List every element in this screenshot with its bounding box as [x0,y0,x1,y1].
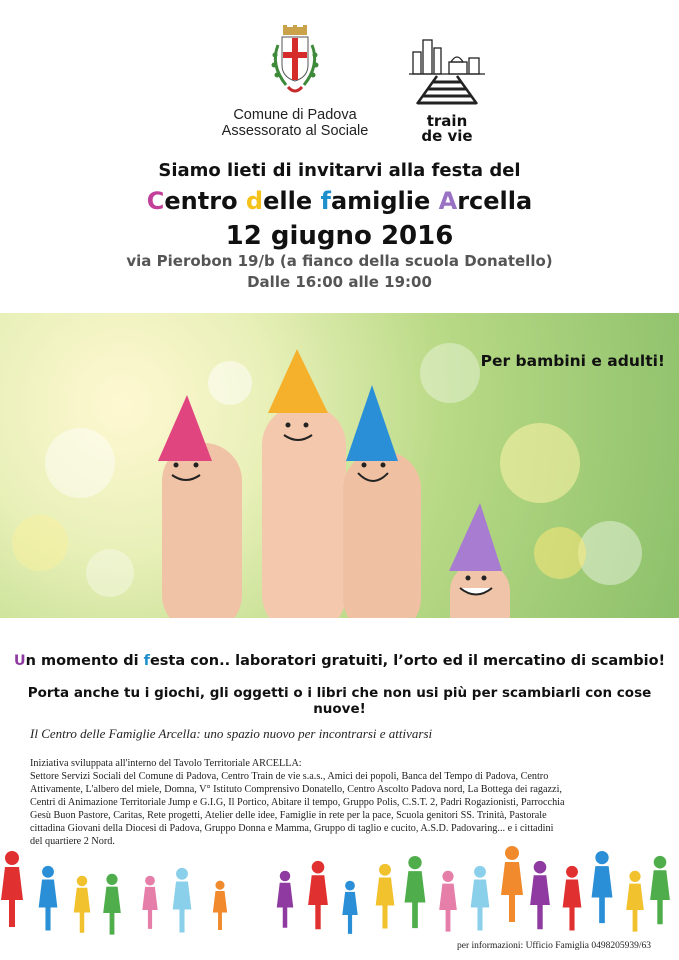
person-figure [342,881,357,934]
tagline: Per bambini e adulti! [480,352,665,370]
body-line: Attivamente, L'albero del miele, Domna, V° Istituto Comprensivo Donatello, Centro Ascolto Padova nord, La Bottega dei ragazzi, [30,784,562,795]
body-line: Centri di Animazione Territoriale Jump e G.I.G, Il Portico, Abitare il tempo, Gruppo Polis, C.S.T. 2, Padri Rogazionisti, Parrocchia [30,797,565,808]
moment-letter-u: U [13,653,26,669]
body-line: Iniziativa sviluppata all'interno del Tavolo Territoriale ARCELLA: [30,758,302,769]
person-figure [626,871,644,932]
invite-heading: Siamo lieti di invitarvi alla festa del [158,160,521,181]
body-line: cittadina Giovani della Diocesi di Padova, Gruppo Donna e Mamma, Gruppo di taglio e cucito, A.S.D. Padovaring... e i cittadini [30,823,554,834]
person-figure [39,866,58,931]
person-figure [103,874,121,935]
person-figure [173,868,192,933]
person-figure [142,876,157,929]
pink-hat [158,395,212,461]
person-figure [376,864,395,929]
train-logo-word2: de vie [421,127,473,145]
title-letter-c: C [146,187,165,215]
body-line: del quartiere 2 Nord. [30,836,115,847]
title-part: rcella [457,187,533,215]
city-skyline-icon [407,34,487,106]
person-figure [439,871,457,932]
comune-name: Comune di Padova [233,107,357,123]
event-address: via Pierobon 19/b (a fianco della scuola Donatello) [126,252,553,270]
title-part: elle [263,187,321,215]
title-part: amiglie [330,187,439,215]
person-figure [277,871,294,928]
padova-crest-icon [266,25,324,101]
activities-line [0,653,679,669]
event-date: 12 giugno 2016 [225,221,454,251]
body-line: Gesù Buon Pastore, Caritas, Rete progetti, Atelier delle idee, Famiglie in rete per la pace, Scuola genitori SS. Trinità, Pastorale [30,810,547,821]
title-letter-d: d [245,187,264,215]
person-figure [213,881,227,930]
people-silhouettes-illustration [0,835,679,935]
train-logo-word1: train [426,112,468,130]
person-figure [650,856,670,924]
contact-info: per informazioni: Ufficio Famiglia 0498205939/63 [456,941,651,951]
assessorato-name: Assessorato al Sociale [221,123,369,139]
moment-letter-f: f [143,653,150,669]
event-title [0,187,679,215]
person-figure [74,876,91,933]
moment-part: n momento di [25,653,144,669]
event-time: Dalle 16:00 alle 19:00 [247,273,432,291]
title-letter-a: A [438,187,458,215]
person-figure [471,866,490,931]
person-figure [530,861,550,929]
train-de-vie-logo [404,34,490,145]
person-figure [308,861,328,929]
title-letter-f: f [320,187,331,215]
person-figure [405,856,426,928]
person-figure [501,846,523,922]
bring-items-line: Porta anche tu i giochi, gli oggetti o i libri che non usi più per scambiarli con cose nuove! [27,685,652,717]
body-line: Settore Servizi Sociali del Comune di Padova, Centro Train de vie s.a.s., Amici dei popoli, Banca del Tempo di Padova, Centro [30,771,549,782]
person-figure [563,866,582,931]
title-part: entro [164,187,246,215]
comune-logo [210,25,380,140]
intro-line: Il Centro delle Famiglie Arcella: uno spazio nuovo per incontrarsi e attivarsi [30,726,433,741]
person-figure [1,851,23,927]
person-figure [592,851,613,923]
moment-part: esta con.. laboratori gratuiti, l’orto ed il mercatino di scambio! [149,653,666,669]
